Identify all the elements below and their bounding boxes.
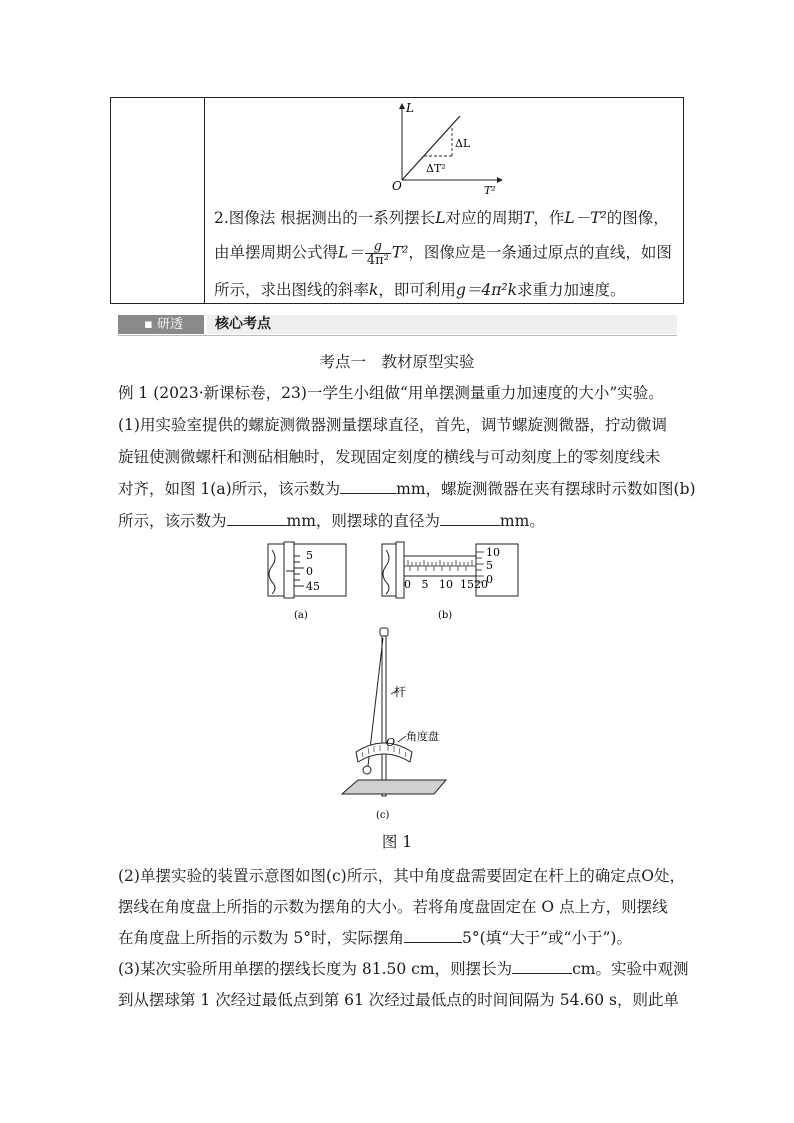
method-line-3: 所示，求出图线的斜率k，即可利用g＝4π²k求重力加速度。: [214, 281, 626, 299]
pendulum-bob: [363, 766, 371, 774]
rod: [382, 636, 386, 796]
section-title: 核心考点: [207, 315, 677, 334]
example-p1-line4: 所示，该示数为 mm，则摆球的直径为 mm。: [118, 512, 545, 530]
example-p1-line2: 旋钮使测微螺杆和测砧相触时，发现固定刻度的横线与可动刻度上的零刻度线未: [118, 448, 661, 466]
table-divider: [204, 97, 205, 304]
method-line-2: 由单摆周期公式得L＝ $\frac{g}{\text{4π²}}$ T²，图像应是一条通过原点的直线，如图: [214, 239, 672, 268]
answer-blank-5: [512, 959, 572, 974]
topic-title: 考点一 教材原型实验: [319, 353, 475, 371]
dial-label: 角度盘: [406, 730, 439, 743]
section-underline: [118, 335, 677, 336]
graph-delta-t2: ΔT²: [426, 162, 446, 175]
example-p3-line1: (3)某次实验所用单摆的摆线长度为 81.50 cm，则摆长为 cm。实验中观测: [118, 960, 689, 978]
micrometer-a-tick-5: 5: [306, 549, 313, 562]
micrometer-b-tick-5: 5: [486, 559, 493, 572]
section-tag: ▪ 研透: [118, 315, 204, 334]
method-title: 2.图像法: [214, 209, 276, 227]
example-p1-line3: 对齐，如图 1(a)所示，该示数为 mm，螺旋测微器在夹有摆球时示数如图(b): [118, 480, 696, 498]
micrometer-a-anvil: [268, 544, 284, 596]
micrometer-a-label: (a): [294, 610, 308, 621]
micrometer-b-tick-0: 0: [486, 573, 493, 586]
example-p2-line1: (2)单摆实验的装置示意图如图(c)所示，其中角度盘需要固定在杆上的确定点O处，: [118, 867, 685, 885]
example-p2-line3: 在角度盘上所指的示数为 5°时，实际摆角 5°(填“大于”或“小于”)。: [118, 929, 632, 947]
example-p2-line2: 摆线在角度盘上所指的示数为摆角的大小。若将角度盘固定在 O 点上方，则摆线: [118, 898, 668, 916]
micrometer-a-tick-45: 45: [306, 580, 320, 593]
graph-origin: O: [392, 179, 402, 193]
rod-top-cap: [380, 628, 388, 636]
base-plate: [342, 780, 446, 794]
formula-fraction: $\frac{g}{\text{4π²}}$: [366, 239, 389, 268]
micrometer-b: [380, 538, 520, 624]
example-p3-line2: 到从摆球第 1 次经过最低点到第 61 次经过最低点的时间间隔为 54.60 s，则此单: [118, 991, 679, 1009]
answer-blank-4: [404, 928, 462, 943]
l-t2-graph: [380, 100, 510, 196]
micrometer-b-tick-10: 10: [486, 546, 500, 559]
example-intro: 例 1 (2023·新课标卷，23)一学生小组做“用单摆测量重力加速度的大小”实验。: [118, 384, 664, 402]
micrometer-b-bottom-ticks: 0 5 10 1520: [404, 578, 488, 591]
point-o-label: O: [386, 736, 396, 749]
micrometer-a: [264, 538, 354, 624]
graph-delta-l: ΔL: [455, 137, 471, 150]
example-p1-line1: (1)用实验室提供的螺旋测微器测量摆球直径，首先，调节螺旋测微器，拧动微调: [118, 416, 667, 434]
micrometer-a-thimble: [294, 544, 346, 596]
pendulum-apparatus: [336, 624, 466, 824]
apparatus-label: (c): [376, 810, 390, 821]
answer-blank-1: [340, 479, 396, 494]
answer-blank-2: [227, 511, 287, 526]
rod-label: 杆: [394, 685, 407, 699]
micrometer-b-label: (b): [438, 610, 453, 621]
answer-blank-3: [440, 511, 500, 526]
graph-x-label: T²: [484, 184, 496, 196]
figure-caption: 图 1: [381, 833, 413, 851]
graph-y-label: L: [406, 101, 414, 115]
method-line-1: 2.图像法 根据测出的一系列摆长L对应的周期T，作L－T²的图像，: [214, 209, 669, 227]
micrometer-a-tick-0: 0: [306, 565, 313, 578]
